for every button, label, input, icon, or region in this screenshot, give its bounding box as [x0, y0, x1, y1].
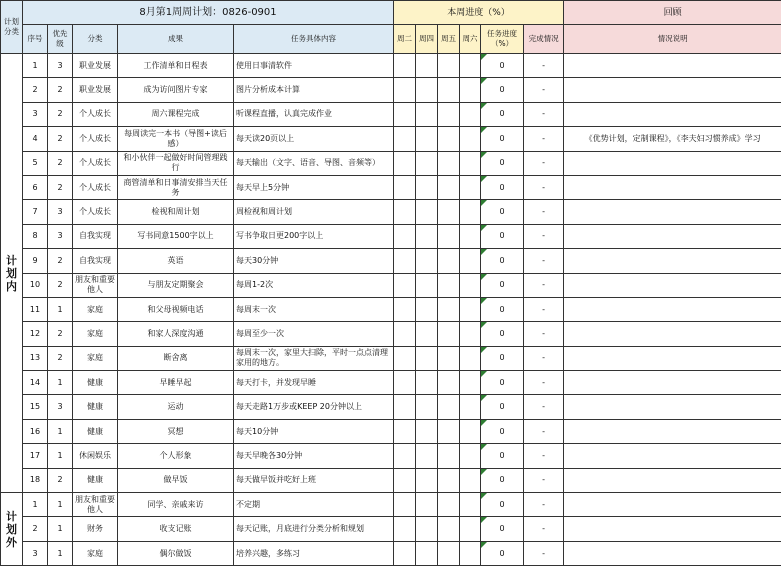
notes-cell[interactable]	[564, 200, 781, 224]
notes-cell[interactable]	[564, 419, 781, 443]
plan-group-char: 划	[6, 522, 17, 536]
row-priority[interactable]: 2	[48, 151, 73, 175]
row-content[interactable]: 每周末一次	[234, 297, 394, 321]
notes-cell[interactable]	[564, 102, 781, 126]
task-progress-cell[interactable]: 0	[481, 175, 524, 199]
plan-group-char: 计	[6, 253, 17, 267]
day-progress-cell[interactable]	[438, 395, 460, 419]
row-content[interactable]: 每天走路1万步或KEEP 20分钟以上	[234, 395, 394, 419]
plan-group-label	[1, 54, 23, 493]
row-outcome[interactable]: 周六课程完成	[118, 102, 234, 126]
day-progress-cell[interactable]	[416, 200, 438, 224]
plan-category-header: 计划分类	[1, 1, 23, 54]
day-progress-cell[interactable]	[394, 127, 416, 151]
table-row	[1, 322, 781, 346]
day-progress-cell[interactable]	[460, 102, 481, 126]
day-progress-cell[interactable]	[416, 102, 438, 126]
review-header: 回顾	[564, 1, 781, 25]
row-category[interactable]: 朋友和重要他人	[73, 493, 118, 517]
day-progress-cell[interactable]	[460, 493, 481, 517]
row-no[interactable]: 11	[23, 297, 48, 321]
row-no[interactable]: 5	[23, 151, 48, 175]
notes-cell[interactable]	[564, 541, 781, 565]
row-priority[interactable]: 1	[48, 419, 73, 443]
col-day-2: 周四	[416, 25, 438, 54]
status-cell[interactable]: -	[524, 297, 564, 321]
day-progress-cell[interactable]	[438, 249, 460, 273]
row-category[interactable]: 自我实现	[73, 224, 118, 248]
status-cell[interactable]: -	[524, 151, 564, 175]
row-priority[interactable]: 3	[48, 200, 73, 224]
row-content[interactable]: 周检视和周计划	[234, 200, 394, 224]
day-progress-cell[interactable]	[460, 224, 481, 248]
row-priority[interactable]: 2	[48, 102, 73, 126]
day-progress-cell[interactable]	[438, 517, 460, 541]
row-outcome[interactable]: 和小伙伴一起做好时间管理践行	[118, 151, 234, 175]
day-progress-cell[interactable]	[416, 175, 438, 199]
col-day-1: 周二	[394, 25, 416, 54]
row-priority[interactable]: 1	[48, 517, 73, 541]
table-row	[1, 517, 781, 541]
row-content[interactable]: 培养兴趣，多练习	[234, 541, 394, 565]
row-outcome[interactable]: 成为访问图片专家	[118, 78, 234, 102]
day-progress-cell[interactable]	[438, 468, 460, 492]
status-cell[interactable]: -	[524, 493, 564, 517]
day-progress-cell[interactable]	[460, 468, 481, 492]
status-cell[interactable]: -	[524, 78, 564, 102]
task-progress-cell[interactable]: 0	[481, 273, 524, 297]
day-progress-cell[interactable]	[394, 419, 416, 443]
row-category[interactable]: 家庭	[73, 297, 118, 321]
day-progress-cell[interactable]	[394, 175, 416, 199]
day-progress-cell[interactable]	[460, 127, 481, 151]
day-progress-cell[interactable]	[460, 371, 481, 395]
notes-cell[interactable]	[564, 346, 781, 370]
day-progress-cell[interactable]	[438, 102, 460, 126]
row-no[interactable]: 3	[23, 541, 48, 565]
row-content[interactable]: 每天30分钟	[234, 249, 394, 273]
row-outcome[interactable]: 偶尔做饭	[118, 541, 234, 565]
day-progress-cell[interactable]	[438, 346, 460, 370]
col-category: 分类	[73, 25, 118, 54]
row-content[interactable]: 每天记账，月底进行分类分析和规划	[234, 517, 394, 541]
day-progress-cell[interactable]	[394, 371, 416, 395]
day-progress-cell[interactable]	[394, 541, 416, 565]
day-progress-cell[interactable]	[438, 151, 460, 175]
row-category[interactable]: 家庭	[73, 346, 118, 370]
row-no[interactable]: 14	[23, 371, 48, 395]
notes-cell[interactable]	[564, 444, 781, 468]
row-no[interactable]: 4	[23, 127, 48, 151]
table-row	[1, 151, 781, 175]
table-row	[1, 297, 781, 321]
day-progress-cell[interactable]	[416, 249, 438, 273]
day-progress-cell[interactable]	[394, 54, 416, 78]
status-cell[interactable]: -	[524, 322, 564, 346]
status-cell[interactable]: -	[524, 102, 564, 126]
row-outcome[interactable]: 检视和周计划	[118, 200, 234, 224]
task-progress-cell[interactable]: 0	[481, 419, 524, 443]
row-category[interactable]: 健康	[73, 468, 118, 492]
task-progress-cell[interactable]: 0	[481, 224, 524, 248]
notes-cell[interactable]	[564, 175, 781, 199]
status-cell[interactable]: -	[524, 54, 564, 78]
day-progress-cell[interactable]	[416, 444, 438, 468]
row-content[interactable]: 每天10分钟	[234, 419, 394, 443]
col-notes: 情况说明	[564, 25, 781, 54]
row-category[interactable]: 职业发展	[73, 78, 118, 102]
row-outcome[interactable]: 做早饭	[118, 468, 234, 492]
day-progress-cell[interactable]	[438, 78, 460, 102]
row-category[interactable]: 朋友和重要他人	[73, 273, 118, 297]
day-progress-cell[interactable]	[394, 273, 416, 297]
day-progress-cell[interactable]	[416, 127, 438, 151]
task-progress-cell[interactable]: 0	[481, 541, 524, 565]
row-priority[interactable]: 1	[48, 297, 73, 321]
day-progress-cell[interactable]	[438, 175, 460, 199]
row-outcome[interactable]: 工作清单和日程表	[118, 54, 234, 78]
day-progress-cell[interactable]	[416, 322, 438, 346]
status-cell[interactable]: -	[524, 444, 564, 468]
table-row	[1, 346, 781, 370]
col-outcome: 成果	[118, 25, 234, 54]
row-content[interactable]: 写书争取日更200字以上	[234, 224, 394, 248]
row-content[interactable]: 每天输出（文字、语音、导图、音频等）	[234, 151, 394, 175]
row-no[interactable]: 1	[23, 54, 48, 78]
day-progress-cell[interactable]	[416, 346, 438, 370]
day-progress-cell[interactable]	[394, 78, 416, 102]
row-priority[interactable]: 1	[48, 493, 73, 517]
table-row	[1, 224, 781, 248]
notes-cell[interactable]	[564, 224, 781, 248]
notes-cell[interactable]: 《优势计划，定制课程》，《李夫妇习惯养成》学习	[564, 127, 781, 151]
task-progress-cell[interactable]: 0	[481, 322, 524, 346]
row-content[interactable]: 每天早晚各30分钟	[234, 444, 394, 468]
day-progress-cell[interactable]	[460, 419, 481, 443]
col-priority: 优先级	[48, 25, 73, 54]
task-progress-cell[interactable]: 0	[481, 444, 524, 468]
row-outcome[interactable]: 和父母视频电话	[118, 297, 234, 321]
table-row	[1, 175, 781, 199]
row-content[interactable]: 不定期	[234, 493, 394, 517]
day-progress-cell[interactable]	[394, 444, 416, 468]
row-outcome[interactable]: 个人形象	[118, 444, 234, 468]
row-priority[interactable]: 1	[48, 371, 73, 395]
day-progress-cell[interactable]	[394, 346, 416, 370]
row-priority[interactable]: 2	[48, 468, 73, 492]
row-category[interactable]: 个人成长	[73, 127, 118, 151]
status-cell[interactable]: -	[524, 468, 564, 492]
day-progress-cell[interactable]	[460, 54, 481, 78]
row-outcome[interactable]: 冥想	[118, 419, 234, 443]
status-cell[interactable]: -	[524, 249, 564, 273]
table-row	[1, 419, 781, 443]
row-priority[interactable]: 2	[48, 273, 73, 297]
notes-cell[interactable]	[564, 371, 781, 395]
day-progress-cell[interactable]	[416, 468, 438, 492]
day-progress-cell[interactable]	[460, 395, 481, 419]
row-outcome[interactable]: 与朋友定期聚会	[118, 273, 234, 297]
row-outcome[interactable]: 英语	[118, 249, 234, 273]
row-outcome[interactable]: 运动	[118, 395, 234, 419]
row-category[interactable]: 家庭	[73, 322, 118, 346]
row-no[interactable]: 7	[23, 200, 48, 224]
table-row	[1, 468, 781, 492]
col-day-4: 周六	[460, 25, 481, 54]
col-day-3: 周五	[438, 25, 460, 54]
row-outcome[interactable]: 商管清单和日事清安排当天任务	[118, 175, 234, 199]
day-progress-cell[interactable]	[438, 322, 460, 346]
day-progress-cell[interactable]	[438, 419, 460, 443]
day-progress-cell[interactable]	[394, 249, 416, 273]
table-row	[1, 444, 781, 468]
day-progress-cell[interactable]	[438, 371, 460, 395]
notes-cell[interactable]	[564, 517, 781, 541]
table-row	[1, 249, 781, 273]
day-progress-cell[interactable]	[416, 541, 438, 565]
status-cell[interactable]: -	[524, 127, 564, 151]
status-cell[interactable]: -	[524, 395, 564, 419]
day-progress-cell[interactable]	[416, 224, 438, 248]
row-no[interactable]: 17	[23, 444, 48, 468]
weekly-progress-header: 本周进度（%）	[394, 1, 564, 25]
col-no: 序号	[23, 25, 48, 54]
row-outcome[interactable]: 同学、亲戚来访	[118, 493, 234, 517]
row-category[interactable]: 休闲娱乐	[73, 444, 118, 468]
row-category[interactable]: 财务	[73, 517, 118, 541]
notes-cell[interactable]	[564, 273, 781, 297]
row-content[interactable]: 每天早上5分钟	[234, 175, 394, 199]
row-no[interactable]: 13	[23, 346, 48, 370]
table-row	[1, 102, 781, 126]
plan-group-char: 划	[6, 266, 17, 280]
row-category[interactable]: 健康	[73, 395, 118, 419]
status-cell[interactable]: -	[524, 224, 564, 248]
day-progress-cell[interactable]	[460, 151, 481, 175]
table-row	[1, 54, 781, 78]
day-progress-cell[interactable]	[394, 468, 416, 492]
task-progress-cell[interactable]: 0	[481, 493, 524, 517]
task-progress-cell[interactable]: 0	[481, 200, 524, 224]
table-row	[1, 395, 781, 419]
day-progress-cell[interactable]	[460, 322, 481, 346]
row-priority[interactable]: 1	[48, 444, 73, 468]
row-content[interactable]: 每周末一次，家里大扫除，平时一点点清理家用的地方。	[234, 346, 394, 370]
day-progress-cell[interactable]	[416, 493, 438, 517]
row-priority[interactable]: 2	[48, 78, 73, 102]
table-row	[1, 127, 781, 151]
day-progress-cell[interactable]	[394, 102, 416, 126]
status-cell[interactable]: -	[524, 371, 564, 395]
status-cell[interactable]: -	[524, 346, 564, 370]
row-category[interactable]: 自我实现	[73, 249, 118, 273]
table-row	[1, 541, 781, 565]
table-row	[1, 78, 781, 102]
row-priority[interactable]: 1	[48, 541, 73, 565]
day-progress-cell[interactable]	[438, 444, 460, 468]
row-priority[interactable]: 2	[48, 127, 73, 151]
plan-group-char: 外	[6, 535, 17, 549]
day-progress-cell[interactable]	[394, 322, 416, 346]
notes-cell[interactable]	[564, 151, 781, 175]
row-no[interactable]: 3	[23, 102, 48, 126]
task-progress-cell[interactable]: 0	[481, 54, 524, 78]
row-priority[interactable]: 2	[48, 175, 73, 199]
notes-cell[interactable]	[564, 493, 781, 517]
row-category[interactable]: 个人成长	[73, 151, 118, 175]
notes-cell[interactable]	[564, 468, 781, 492]
task-progress-cell[interactable]: 0	[481, 102, 524, 126]
row-no[interactable]: 15	[23, 395, 48, 419]
day-progress-cell[interactable]	[438, 273, 460, 297]
row-content[interactable]: 每天打卡，并发现早睡	[234, 371, 394, 395]
status-cell[interactable]: -	[524, 419, 564, 443]
row-outcome[interactable]: 早睡早起	[118, 371, 234, 395]
row-priority[interactable]: 3	[48, 395, 73, 419]
day-progress-cell[interactable]	[460, 78, 481, 102]
row-priority[interactable]: 3	[48, 54, 73, 78]
row-content[interactable]: 每周1-2次	[234, 273, 394, 297]
row-outcome[interactable]: 和家人深度沟通	[118, 322, 234, 346]
day-progress-cell[interactable]	[438, 297, 460, 321]
row-content[interactable]: 每周至少一次	[234, 322, 394, 346]
task-progress-cell[interactable]: 0	[481, 346, 524, 370]
row-no[interactable]: 16	[23, 419, 48, 443]
notes-cell[interactable]	[564, 297, 781, 321]
day-progress-cell[interactable]	[394, 151, 416, 175]
notes-cell[interactable]	[564, 54, 781, 78]
plan-group-label	[1, 493, 23, 566]
task-progress-cell[interactable]: 0	[481, 468, 524, 492]
day-progress-cell[interactable]	[394, 297, 416, 321]
day-progress-cell[interactable]	[394, 200, 416, 224]
row-content[interactable]: 使用日事清软件	[234, 54, 394, 78]
col-task-progress: 任务进度（%）	[481, 25, 524, 54]
row-no[interactable]: 12	[23, 322, 48, 346]
day-progress-cell[interactable]	[416, 151, 438, 175]
task-progress-cell[interactable]: 0	[481, 127, 524, 151]
row-category[interactable]: 个人成长	[73, 200, 118, 224]
day-progress-cell[interactable]	[460, 249, 481, 273]
day-progress-cell[interactable]	[438, 54, 460, 78]
task-progress-cell[interactable]: 0	[481, 78, 524, 102]
row-category[interactable]: 个人成长	[73, 102, 118, 126]
row-category[interactable]: 个人成长	[73, 175, 118, 199]
task-progress-cell[interactable]: 0	[481, 371, 524, 395]
day-progress-cell[interactable]	[416, 78, 438, 102]
row-category[interactable]: 健康	[73, 371, 118, 395]
day-progress-cell[interactable]	[438, 541, 460, 565]
row-content[interactable]: 每天做早饭并吃好上班	[234, 468, 394, 492]
row-no[interactable]: 8	[23, 224, 48, 248]
table-row	[1, 493, 781, 517]
col-status: 完成情况	[524, 25, 564, 54]
row-no[interactable]: 6	[23, 175, 48, 199]
row-outcome[interactable]: 断舍离	[118, 346, 234, 370]
day-progress-cell[interactable]	[438, 224, 460, 248]
day-progress-cell[interactable]	[460, 346, 481, 370]
row-content[interactable]: 听课程直播，认真完成作业	[234, 102, 394, 126]
task-progress-cell[interactable]: 0	[481, 395, 524, 419]
day-progress-cell[interactable]	[416, 54, 438, 78]
notes-cell[interactable]	[564, 395, 781, 419]
table-row	[1, 371, 781, 395]
task-progress-cell[interactable]: 0	[481, 249, 524, 273]
status-cell[interactable]: -	[524, 175, 564, 199]
row-no[interactable]: 18	[23, 468, 48, 492]
status-cell[interactable]: -	[524, 200, 564, 224]
status-cell[interactable]: -	[524, 541, 564, 565]
notes-cell[interactable]	[564, 78, 781, 102]
row-category[interactable]: 健康	[73, 419, 118, 443]
notes-cell[interactable]	[564, 322, 781, 346]
day-progress-cell[interactable]	[416, 297, 438, 321]
day-progress-cell[interactable]	[394, 517, 416, 541]
day-progress-cell[interactable]	[460, 444, 481, 468]
day-progress-cell[interactable]	[460, 517, 481, 541]
day-progress-cell[interactable]	[394, 395, 416, 419]
day-progress-cell[interactable]	[416, 273, 438, 297]
row-priority[interactable]: 2	[48, 249, 73, 273]
day-progress-cell[interactable]	[416, 395, 438, 419]
row-no[interactable]: 9	[23, 249, 48, 273]
row-priority[interactable]: 2	[48, 322, 73, 346]
notes-cell[interactable]	[564, 249, 781, 273]
row-content[interactable]: 图片分析成本计算	[234, 78, 394, 102]
plan-group-char: 计	[6, 509, 17, 523]
row-no[interactable]: 1	[23, 493, 48, 517]
status-cell[interactable]: -	[524, 517, 564, 541]
day-progress-cell[interactable]	[460, 273, 481, 297]
row-outcome[interactable]: 每周读完一本书（导图+读后感）	[118, 127, 234, 151]
row-content[interactable]: 每天读20页以上	[234, 127, 394, 151]
day-progress-cell[interactable]	[394, 493, 416, 517]
row-no[interactable]: 10	[23, 273, 48, 297]
row-outcome[interactable]: 写书同意1500字以上	[118, 224, 234, 248]
day-progress-cell[interactable]	[438, 127, 460, 151]
row-priority[interactable]: 2	[48, 346, 73, 370]
task-progress-cell[interactable]: 0	[481, 297, 524, 321]
day-progress-cell[interactable]	[438, 493, 460, 517]
row-outcome[interactable]: 收支记账	[118, 517, 234, 541]
day-progress-cell[interactable]	[460, 175, 481, 199]
day-progress-cell[interactable]	[460, 200, 481, 224]
day-progress-cell[interactable]	[416, 517, 438, 541]
day-progress-cell[interactable]	[460, 541, 481, 565]
row-priority[interactable]: 3	[48, 224, 73, 248]
row-category[interactable]: 职业发展	[73, 54, 118, 78]
table-row	[1, 273, 781, 297]
status-cell[interactable]: -	[524, 273, 564, 297]
day-progress-cell[interactable]	[460, 297, 481, 321]
row-no[interactable]: 2	[23, 78, 48, 102]
col-content: 任务具体内容	[234, 25, 394, 54]
task-progress-cell[interactable]: 0	[481, 517, 524, 541]
day-progress-cell[interactable]	[394, 224, 416, 248]
row-no[interactable]: 2	[23, 517, 48, 541]
task-progress-cell[interactable]: 0	[481, 151, 524, 175]
day-progress-cell[interactable]	[438, 200, 460, 224]
day-progress-cell[interactable]	[416, 419, 438, 443]
plan-group-char: 内	[6, 279, 17, 293]
day-progress-cell[interactable]	[416, 371, 438, 395]
row-category[interactable]: 家庭	[73, 541, 118, 565]
table-row	[1, 200, 781, 224]
week-title: 8月第1周周计划：0826-0901	[23, 1, 394, 25]
